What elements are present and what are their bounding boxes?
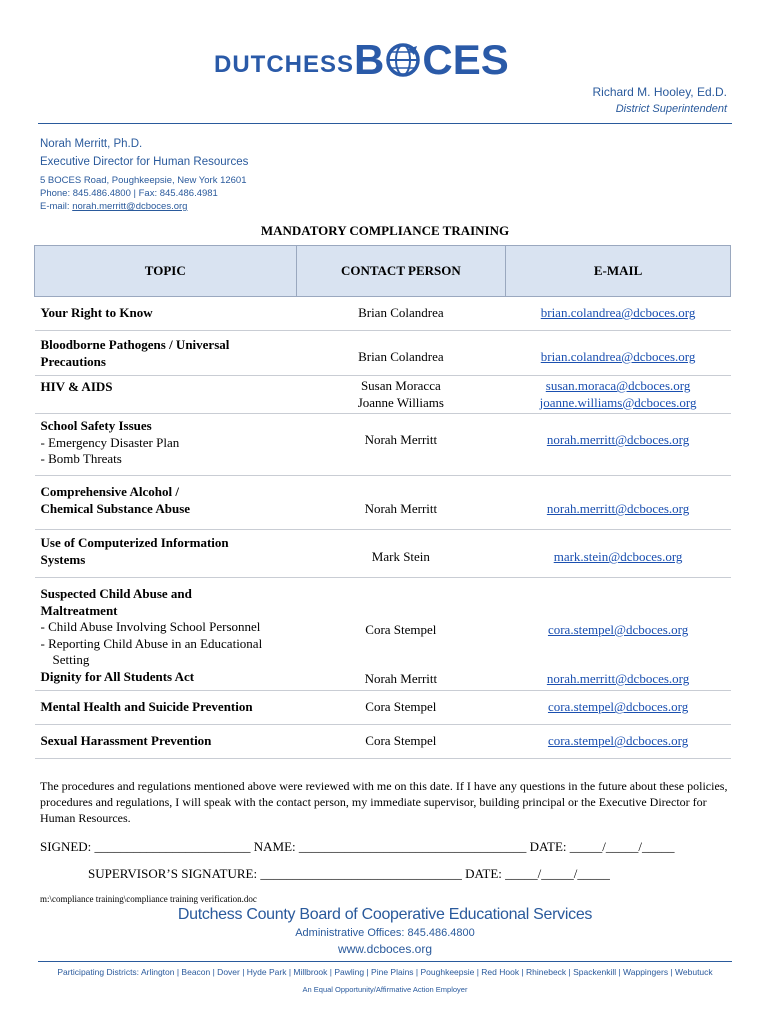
contact-cell: Norah Merritt bbox=[296, 476, 506, 530]
director-email-link[interactable]: norah.merritt@dcboces.org bbox=[72, 201, 188, 212]
topic-line: Systems bbox=[40, 551, 86, 567]
contact-cell: Cora Stempel bbox=[365, 622, 437, 637]
email-link[interactable]: brian.colandrea@dcboces.org bbox=[506, 297, 731, 331]
topic-cell: Mental Health and Suicide Prevention bbox=[35, 691, 297, 725]
superintendent-block bbox=[593, 84, 728, 118]
topic-cell bbox=[35, 530, 297, 578]
topic-cell: HIV & AIDS bbox=[35, 376, 297, 414]
signed-name-date-line[interactable]: SIGNED: ________________________ NAME: ___________________________________ DATE: _____/_____/_____ bbox=[40, 839, 675, 854]
email-link[interactable]: mark.stein@dcboces.org bbox=[506, 530, 731, 578]
topic-cell bbox=[35, 331, 297, 376]
topic-line: Chemical Substance Abuse bbox=[40, 500, 191, 516]
header-email: E-MAIL bbox=[506, 246, 731, 297]
email-label: E-mail: bbox=[40, 201, 70, 212]
topic-cell: Your Right to Know bbox=[35, 297, 297, 331]
header-contact-person: CONTACT PERSON bbox=[296, 246, 506, 297]
footer-offices: Administrative Offices: 845.486.4800 bbox=[295, 927, 475, 939]
footer-organization: Dutchess County Board of Cooperative Educational Services bbox=[177, 906, 593, 923]
contact-cell: Norah Merritt bbox=[296, 669, 506, 691]
topic-line: Use of Computerized Information bbox=[40, 535, 229, 550]
email-link[interactable]: cora.stempel@dcboces.org bbox=[547, 622, 689, 637]
topic-line: Suspected Child Abuse and bbox=[40, 586, 192, 601]
table-row bbox=[35, 476, 731, 530]
email-link[interactable]: cora.stempel@dcboces.org bbox=[506, 691, 731, 725]
contact-cell: Norah Merritt bbox=[296, 414, 506, 476]
eeo-statement: An Equal Opportunity/Affirmative Action Employer bbox=[302, 985, 468, 994]
email-cell bbox=[506, 376, 731, 414]
subtopic-line: - Bomb Threats bbox=[40, 451, 122, 466]
topic-cell: Dignity for All Students Act bbox=[35, 669, 297, 691]
logo-ces-letters: CES bbox=[422, 36, 509, 83]
email-link[interactable]: joanne.williams@dcboces.org bbox=[539, 394, 697, 410]
email-link[interactable]: norah.merritt@dcboces.org bbox=[506, 414, 731, 476]
table-row bbox=[35, 297, 731, 331]
file-path: m:\compliance training\compliance training verification.doc bbox=[40, 894, 257, 904]
globe-icon bbox=[386, 43, 420, 77]
phone-fax: Phone: 845.486.4800 | Fax: 845.486.4981 bbox=[40, 188, 218, 199]
email-line bbox=[40, 200, 247, 213]
table-row bbox=[35, 331, 731, 376]
table-row bbox=[35, 669, 731, 691]
contact-cell: Cora Stempel bbox=[296, 691, 506, 725]
street-address: 5 BOCES Road, Poughkeepsie, New York 12601 bbox=[40, 175, 247, 186]
header-topic: TOPIC bbox=[35, 246, 297, 297]
table-row bbox=[35, 725, 731, 759]
logo-boces-text bbox=[354, 36, 509, 83]
contact-name: Susan Moracca bbox=[360, 378, 441, 393]
subtopic-line: - Child Abuse Involving School Personnel bbox=[40, 619, 261, 634]
compliance-training-table bbox=[34, 245, 731, 759]
email-link[interactable]: brian.colandrea@dcboces.org bbox=[506, 331, 731, 376]
header-divider bbox=[38, 123, 732, 124]
contact-name: Joanne Williams bbox=[357, 394, 444, 410]
subtopic-line: - Emergency Disaster Plan bbox=[40, 434, 180, 450]
supervisor-signature-line[interactable]: SUPERVISOR’S SIGNATURE: _______________________________ DATE: _____/_____/_____ bbox=[88, 866, 610, 881]
subtopic-line: Setting bbox=[52, 652, 90, 667]
director-name: Norah Merritt, Ph.D. bbox=[40, 138, 143, 150]
contact-cell: Brian Colandrea bbox=[296, 297, 506, 331]
table-row bbox=[35, 691, 731, 725]
logo-b-letter: B bbox=[354, 36, 385, 83]
contact-cell: Mark Stein bbox=[296, 530, 506, 578]
table-header-row bbox=[35, 246, 731, 297]
topic-cell bbox=[35, 414, 297, 476]
email-link[interactable]: cora.stempel@dcboces.org bbox=[506, 725, 731, 759]
topic-line: Precautions bbox=[40, 353, 106, 369]
dutchess-boces-logo bbox=[214, 36, 509, 83]
subtopic-line: - Reporting Child Abuse in an Educational bbox=[40, 635, 263, 651]
topic-line: Maltreatment bbox=[40, 602, 118, 618]
topic-line: Comprehensive Alcohol / bbox=[40, 484, 179, 499]
document-title: MANDATORY COMPLIANCE TRAINING bbox=[260, 223, 510, 238]
contact-cell bbox=[296, 376, 506, 414]
email-link[interactable]: norah.merritt@dcboces.org bbox=[506, 669, 731, 691]
superintendent-name: Richard M. Hooley, Ed.D. bbox=[592, 85, 727, 99]
email-link[interactable]: susan.moraca@dcboces.org bbox=[545, 378, 691, 393]
director-title: Executive Director for Human Resources bbox=[40, 156, 249, 168]
footer-website-link[interactable]: www.dcboces.org bbox=[337, 942, 433, 956]
table-row bbox=[35, 414, 731, 476]
address-block bbox=[40, 174, 247, 213]
email-link[interactable]: norah.merritt@dcboces.org bbox=[506, 476, 731, 530]
table-row bbox=[35, 530, 731, 578]
topic-cell bbox=[35, 476, 297, 530]
topic-cell bbox=[35, 578, 297, 669]
topic-line: Bloodborne Pathogens / Universal bbox=[40, 337, 230, 352]
participating-districts: Participating Districts: Arlington | Beacon | Dover | Hyde Park | Millbrook | Pawling | Pine Plains | Poughkeepsie | Red Hook | Rhinebeck | Spackenkill | Wappingers | Webutuck bbox=[57, 967, 713, 977]
footer-divider bbox=[38, 961, 732, 962]
table-row bbox=[35, 578, 731, 669]
acknowledgement-statement: The procedures and regulations mentioned above were reviewed with me on this date. If I have any questions in the future about these policies, procedures and regulations, I will speak with the contact person, my immediate supervisor, building principal or the Executive Director for Human Resources. bbox=[40, 779, 728, 825]
logo-dutchess-text: DUTCHESS bbox=[214, 51, 355, 78]
topic-cell: Sexual Harassment Prevention bbox=[35, 725, 297, 759]
table-row bbox=[35, 376, 731, 414]
topic-line: School Safety Issues bbox=[40, 418, 152, 433]
contact-cell: Cora Stempel bbox=[296, 725, 506, 759]
contact-cell: Brian Colandrea bbox=[296, 331, 506, 376]
director-block bbox=[40, 135, 248, 171]
superintendent-title: District Superintendent bbox=[615, 103, 727, 115]
